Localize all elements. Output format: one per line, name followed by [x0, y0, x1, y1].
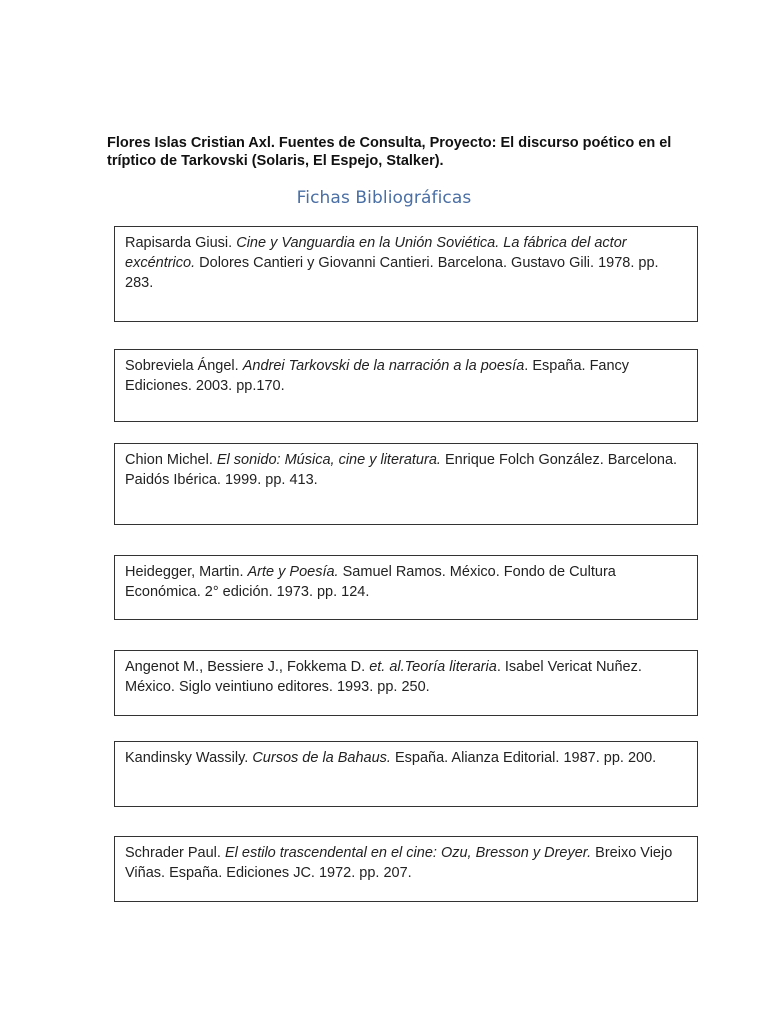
entry-title: Andrei Tarkovski de la narración a la poesía — [242, 358, 525, 374]
entry-author: Heidegger, Martin. — [125, 564, 244, 580]
bibliography-card-4 — [114, 555, 698, 620]
bibliography-card-1 — [114, 226, 698, 322]
bibliography-card-2 — [114, 349, 698, 422]
entry-title: Cursos de la Bahaus. — [252, 750, 391, 766]
entry-author: Rapisarda Giusi. — [125, 235, 233, 251]
entry-details: Samuel Ramos. México. Fondo de Cultura Económica. 2° edición. 1973. pp. 124. — [125, 564, 616, 600]
entry-details: España. Alianza Editorial. 1987. pp. 200. — [395, 750, 657, 766]
entry-author: Angenot M., Bessiere J., Fokkema D. — [125, 659, 366, 675]
entry-title: El sonido: Música, cine y literatura. — [216, 452, 441, 468]
entry-title: El estilo trascendental en el cine: Ozu, Bresson y Dreyer. — [224, 845, 592, 861]
entry-author: Kandinsky Wassily. — [125, 750, 249, 766]
entry-title: et. al.Teoría literaria — [369, 659, 497, 675]
entry-author: Chion Michel. — [125, 452, 213, 468]
entry-details: Dolores Cantieri y Giovanni Cantieri. Barcelona. Gustavo Gili. 1978. pp. 283. — [125, 255, 659, 291]
entry-details: . Isabel Vericat Nuñez. México. Siglo veintiuno editores. 1993. pp. 250. — [125, 659, 642, 695]
entry-details: Breixo Viejo Viñas. España. Ediciones JC. 1972. pp. 207. — [125, 845, 673, 881]
bibliography-card-7 — [114, 836, 698, 902]
entry-author: Sobreviela Ángel. — [125, 358, 239, 374]
bibliography-card-6 — [114, 741, 698, 807]
entry-title: Cine y Vanguardia en la Unión Soviética. La fábrica del actor excéntrico. — [125, 235, 627, 271]
bibliography-card-3 — [114, 443, 698, 525]
bibliography-card-5 — [114, 650, 698, 716]
document-header: Flores Islas Cristian Axl. Fuentes de Consulta, Proyecto: El discurso poético en el tríptico de Tarkovski (Solaris, El Espejo, Stalker). — [107, 135, 672, 169]
entry-title: Arte y Poesía. — [247, 564, 339, 580]
entry-details: Enrique Folch González. Barcelona. Paidós Ibérica. 1999. pp. 413. — [125, 452, 678, 488]
entry-author: Schrader Paul. — [125, 845, 221, 861]
section-subtitle: Fichas Bibliográficas — [296, 188, 472, 208]
entry-details: . España. Fancy Ediciones. 2003. pp.170. — [125, 358, 630, 394]
